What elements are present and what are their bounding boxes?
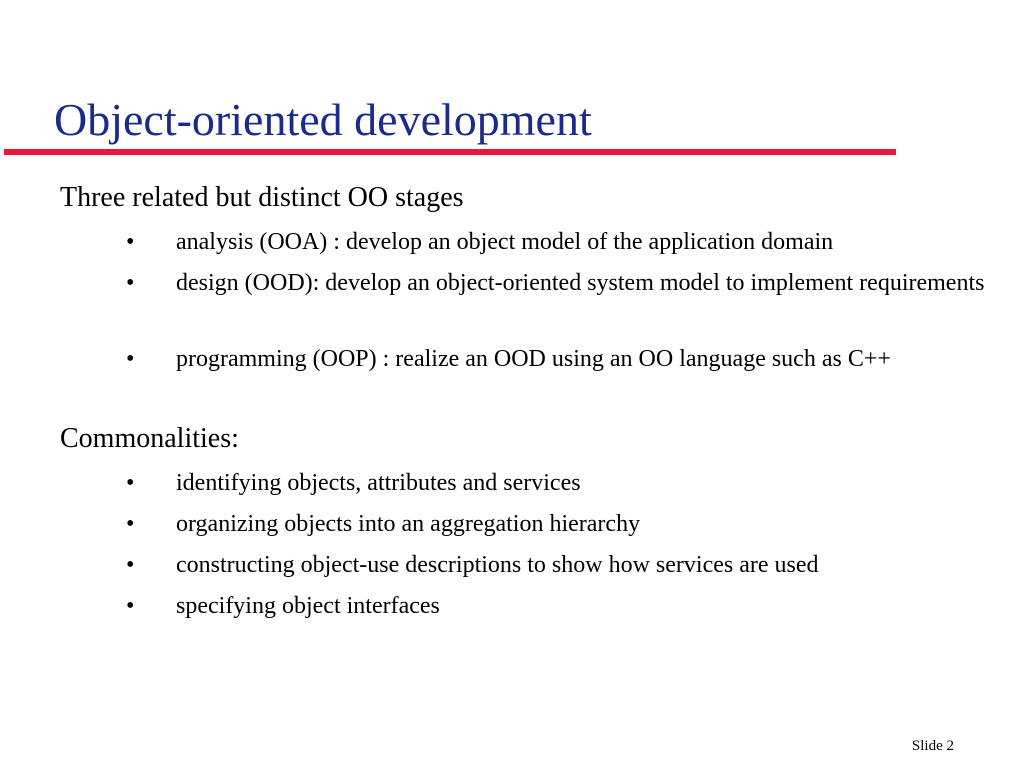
title-underline <box>4 149 896 155</box>
bullet-text: organizing objects into an aggregation hierarchy <box>176 511 641 537</box>
bullet-text: constructing object-use descriptions to show how services are used <box>176 552 819 578</box>
section-heading-stages: Three related but distinct OO stages <box>60 182 464 213</box>
bullet-icon: • <box>126 229 135 255</box>
bullet-text: programming (OOP) : realize an OOD using an OO language such as C++ <box>176 346 891 372</box>
section-heading-commonalities: Commonalities: <box>60 423 239 454</box>
bullet-text: specifying object interfaces <box>176 593 440 619</box>
slide-title: Object-oriented development <box>54 94 592 145</box>
slide-number: Slide 2 <box>911 738 954 754</box>
bullet-icon: • <box>126 270 135 296</box>
bullet-icon: • <box>126 346 135 372</box>
bullet-text: design (OOD): develop an object-oriented system model to implement requirements <box>176 270 985 296</box>
bullet-icon: • <box>126 470 135 496</box>
bullet-text: analysis (OOA) : develop an object model of the application domain <box>176 229 834 255</box>
bullet-icon: • <box>126 511 135 537</box>
bullet-icon: • <box>126 552 135 578</box>
bullet-text: identifying objects, attributes and services <box>176 470 581 496</box>
bullet-icon: • <box>126 593 135 619</box>
